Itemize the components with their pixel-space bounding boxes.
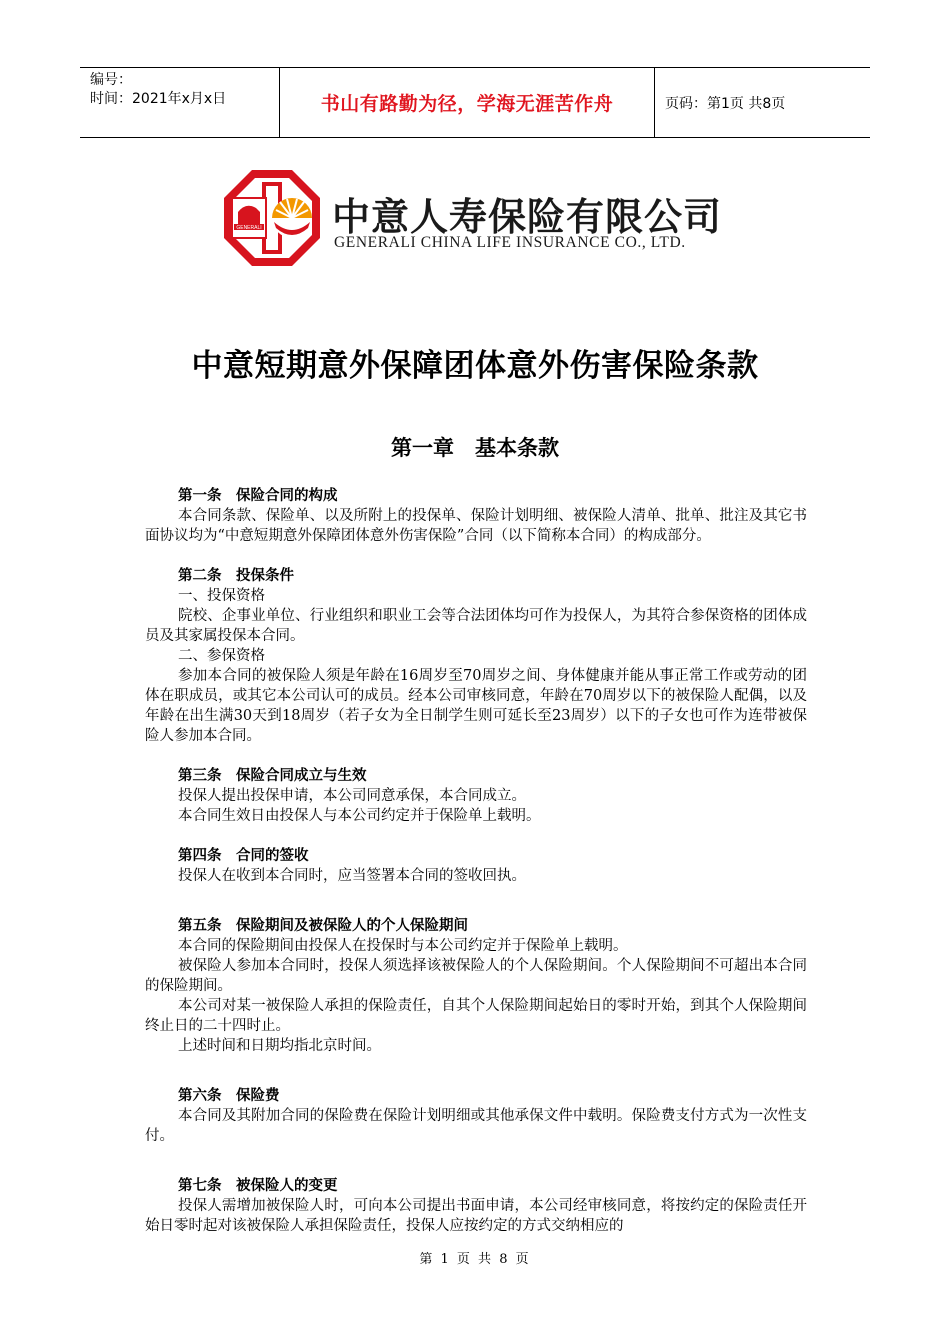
page-footer: 第 1 页 共 8 页: [419, 1252, 531, 1267]
header-motto: 书山有路勤为径，学海无涯苦作舟: [280, 68, 655, 137]
article-heading: 第六条 保险费: [178, 1088, 280, 1104]
header-page-info: 页码：第1页 共8页: [665, 95, 786, 112]
article: [145, 1086, 807, 1146]
header-table: [80, 67, 870, 138]
chapter-heading: 第一章 基本条款: [391, 436, 559, 460]
paragraph: 二、参保资格: [178, 648, 265, 664]
paragraph: 投保人在收到本合同时，应当签署本合同的签收回执。: [178, 868, 526, 884]
article-heading: 第一条 保险合同的构成: [178, 488, 338, 504]
paragraph: 投保人提出投保申请，本公司同意承保，本合同成立。: [178, 788, 526, 804]
paragraph: 参加本合同的被保险人须是年龄在16周岁至70周岁之间、身体健康并能从事正常工作或劳动的团体在职成员，或其它本公司认可的成员。经本公司审核同意，年龄在70周岁以下的被保险人配偶，以及年龄在出生满30天到18周岁（若子女为全日制学生则可延长至23周岁）以下的子女也可作为连带被保险人参加本合同。: [145, 668, 807, 744]
document-title: 中意短期意外保障团体意外伤害保险条款: [191, 348, 759, 384]
article: [145, 486, 807, 546]
article-heading: 第七条 被保险人的变更: [178, 1178, 338, 1194]
paragraph: 被保险人参加本合同时，投保人须选择该被保险人的个人保险期间。个人保险期间不可超出本合同的保险期间。: [145, 958, 807, 994]
paragraph: 本公司对某一被保险人承担的保险责任，自其个人保险期间起始日的零时开始，到其个人保险期间终止日的二十四时止。: [145, 998, 807, 1034]
article: [145, 566, 807, 746]
company-name-cn: 中意人寿保险有限公司: [332, 195, 723, 239]
time-label: 时间：2021年x月x日: [90, 91, 227, 107]
article: [145, 916, 807, 1056]
paragraph: 院校、企事业单位、行业组织和职业工会等合法团体均可作为投保人，为其符合参保资格的团体成员及其家属投保本合同。: [145, 608, 807, 644]
article: [145, 1176, 807, 1236]
paragraph: 本合同的保险期间由投保人在投保时与本公司约定并于保险单上载明。: [178, 938, 628, 954]
paragraph: 一、投保资格: [178, 588, 265, 604]
company-name-en: GENERALI CHINA LIFE INSURANCE CO., LTD.: [334, 234, 686, 251]
paragraph: 上述时间和日期均指北京时间。: [178, 1038, 381, 1054]
article-heading: 第四条 合同的签收: [178, 848, 309, 864]
company-emblem-icon: [222, 168, 322, 268]
paragraph: 本合同生效日由投保人与本公司约定并于保险单上载明。: [178, 808, 541, 824]
article: [145, 846, 807, 886]
document-body: [145, 486, 807, 1236]
article-heading: 第三条 保险合同成立与生效: [178, 768, 367, 784]
article-heading: 第二条 投保条件: [178, 568, 294, 584]
article-heading: 第五条 保险期间及被保险人的个人保险期间: [178, 918, 468, 934]
paragraph: 本合同条款、保险单、以及所附上的投保单、保险计划明细、被保险人清单、批单、批注及其它书面协议均为“中意短期意外保障团体意外伤害保险”合同（以下简称本合同）的构成部分。: [145, 508, 807, 544]
paragraph: 本合同及其附加合同的保险费在保险计划明细或其他承保文件中载明。保险费支付方式为一次性支付。: [145, 1108, 807, 1144]
article: [145, 766, 807, 826]
header-meta: [80, 68, 280, 137]
seal-text: GENERALI: [236, 225, 262, 231]
paragraph: 投保人需增加被保险人时，可向本公司提出书面申请，本公司经审核同意，将按约定的保险责任开始日零时起对该被保险人承担保险责任，投保人应按约定的方式交纳相应的: [145, 1198, 807, 1234]
company-logo: [222, 168, 732, 268]
number-label: 编号：: [90, 72, 132, 88]
